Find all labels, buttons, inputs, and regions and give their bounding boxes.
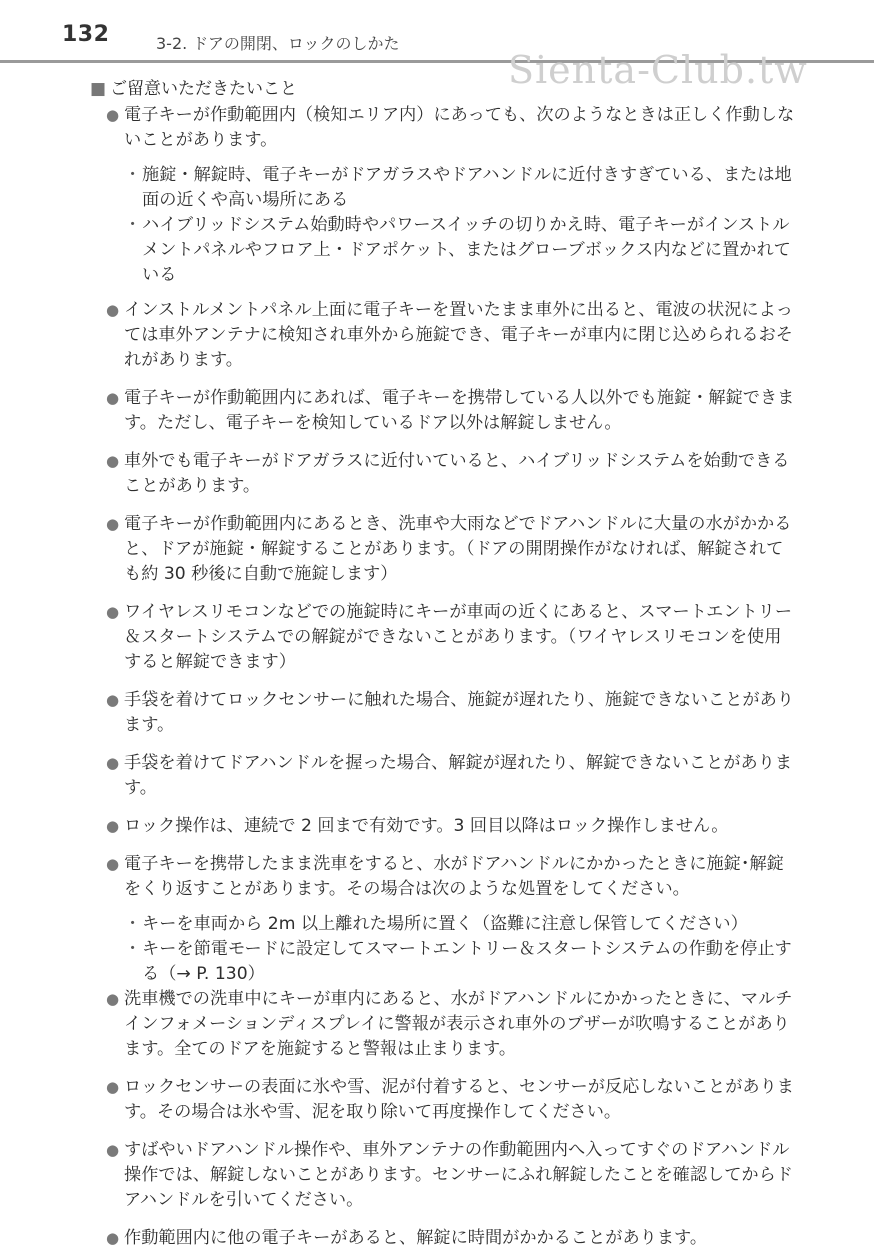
sub-bullet-icon: ・ bbox=[124, 215, 142, 235]
section-title-text: ご留意いただきたいこと bbox=[110, 79, 298, 99]
list-item: ● すばやいドアハンドル操作や、車外アンテナの作動範囲内へ入ってすぐのドアハンドル操作では、解錠しないことがあります。センサーにふれ解錠したことを確認してからドアハンドルを引いてください。 bbox=[106, 1140, 793, 1210]
square-icon: ■ bbox=[90, 79, 107, 99]
list-item: ● 手袋を着けてロックセンサーに触れた場合、施錠が遅れたり、施錠できないことがあります。 bbox=[106, 690, 794, 735]
sub-bullet-icon: ・ bbox=[124, 165, 142, 185]
sub-list-item: ・ ハイブリッドシステム始動時やパワースイッチの切りかえ時、電子キーがインストルメントパネルやフロア上・ドアポケット、またはグローブボックス内などに置かれている bbox=[124, 215, 791, 285]
list-item: ● 電子キーが作動範囲内（検知エリア内）にあっても、次のようなときは正しく作動しないことがあります。 bbox=[106, 105, 795, 150]
watermark: Sienta-Club.tw bbox=[508, 48, 808, 92]
bullet-icon: ● bbox=[106, 754, 120, 772]
bullet-icon: ● bbox=[106, 691, 120, 709]
sub-bullet-icon: ・ bbox=[124, 939, 142, 959]
sub-list-item: ・ キーを節電モードに設定してスマートエントリー＆スタートシステムの作動を停止する（→ P. 130） bbox=[124, 939, 792, 984]
bullet-icon: ● bbox=[106, 106, 120, 124]
chapter-title: 3-2. ドアの開閉、ロックのしかた bbox=[156, 34, 400, 53]
list-item: ● 電子キーが作動範囲内にあるとき、洗車や大雨などでドアハンドルに大量の水がかかると、ドアが施錠・解錠することがあります。（ドアの開閉操作がなければ、解錠されても約 30 秒後に自動で施錠します） bbox=[106, 514, 792, 584]
bullet-icon: ● bbox=[106, 301, 120, 319]
bullet-icon: ● bbox=[106, 817, 120, 835]
list-item: ● 車外でも電子キーがドアガラスに近付いていると、ハイブリッドシステムを始動できることがあります。 bbox=[106, 451, 790, 496]
bullet-icon: ● bbox=[106, 1078, 120, 1096]
section-title bbox=[90, 74, 297, 99]
list-item: ● ロック操作は、連続で 2 回まで有効です。3 回目以降はロック操作しません。 bbox=[106, 814, 796, 839]
sub-bullet-icon: ・ bbox=[124, 914, 142, 934]
notes-list bbox=[106, 103, 796, 1251]
list-item: ● 作動範囲内に他の電子キーがあると、解錠に時間がかかることがあります。 bbox=[106, 1226, 796, 1251]
bullet-icon: ● bbox=[106, 452, 120, 470]
list-item: ● 手袋を着けてドアハンドルを握った場合、解錠が遅れたり、解錠できないことがあります。 bbox=[106, 753, 793, 798]
bullet-icon: ● bbox=[106, 990, 120, 1008]
list-item: ● 洗車機での洗車中にキーが車内にあると、水がドアハンドルにかかったときに、マルチインフォメーションディスプレイに警報が表示され車外のブザーが吹鳴することがあります。全てのドアを施錠すると警報は止まります。 bbox=[106, 989, 793, 1059]
sub-list-item: ・ キーを車両から 2m 以上離れた場所に置く（盗難に注意し保管してください） bbox=[106, 912, 796, 937]
list-item: ● ロックセンサーの表面に氷や雪、泥が付着すると、センサーが反応しないことがあります。その場合は氷や雪、泥を取り除いて再度操作してください。 bbox=[106, 1077, 794, 1122]
bullet-icon: ● bbox=[106, 1229, 120, 1247]
list-item: ● 電子キーが作動範囲内にあれば、電子キーを携帯している人以外でも施錠・解錠できます。ただし、電子キーを検知しているドア以外は解錠しません。 bbox=[106, 388, 795, 433]
bullet-icon: ● bbox=[106, 1141, 120, 1159]
bullet-icon: ● bbox=[106, 603, 120, 621]
bullet-icon: ● bbox=[106, 389, 120, 407]
list-item: ● インストルメントパネル上面に電子キーを置いたまま車外に出ると、電波の状況によっては車外アンテナに検知され車外から施錠でき、電子キーが車内に閉じ込められるおそれがあります。 bbox=[106, 300, 793, 370]
sub-list-item: ・ 施錠・解錠時、電子キーがドアガラスやドアハンドルに近付きすぎている、または地面の近くや高い場所にある bbox=[124, 165, 792, 210]
bullet-icon: ● bbox=[106, 515, 120, 533]
list-item: ● ワイヤレスリモコンなどでの施錠時にキーが車両の近くにあると、スマートエントリー＆スタートシステムでの解錠ができないことがあります。（ワイヤレスリモコンを使用すると解錠できます） bbox=[106, 602, 793, 672]
bullet-icon: ● bbox=[106, 855, 120, 873]
page-number: 132 bbox=[62, 22, 110, 47]
list-item: ● 電子キーを携帯したまま洗車をすると、水がドアハンドルにかかったときに施錠･解錠をくり返すことがあります。その場合は次のような処置をしてください。 bbox=[106, 854, 784, 899]
